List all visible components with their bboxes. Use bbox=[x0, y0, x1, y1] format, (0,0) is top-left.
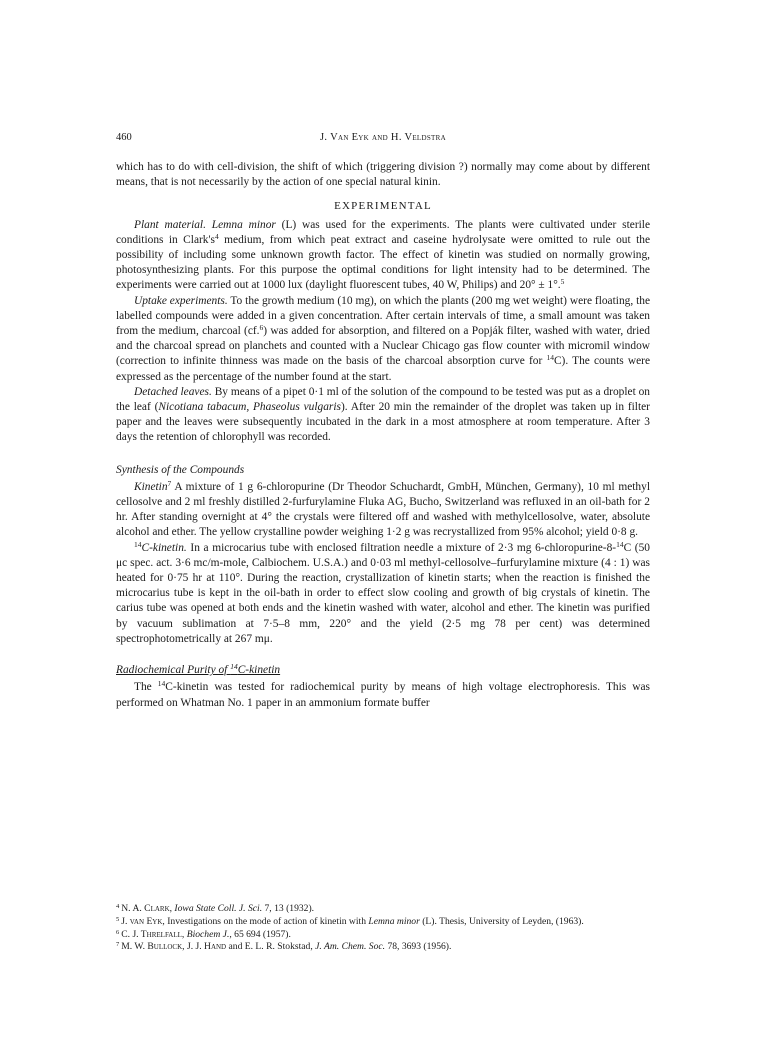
plant-material-label: Plant material. bbox=[134, 218, 206, 231]
c14-kinetin-paragraph bbox=[116, 541, 650, 647]
detached-leaves-label: Detached leaves. bbox=[134, 385, 212, 398]
paragraph-text: A mixture of 1 g 6-chloropurine (Dr Theodor Schuchardt, GmbH, München, Germany), 10 ml methyl cellosolve and 2 ml freshly distilled 2-furfurylamine Fluka AG, Bucho, Switzerland was refluxed in an oil-bath for 2 hr. After standing overnight at 4° the crystals were filtered off and washed with methylcellosolve, water, absolute alcohol and ether. The yellow crystalline powder weighing 1·2 g was recrystallized from 95% alcohol; yield 0·8 g. bbox=[116, 480, 650, 539]
footnote-number: 7 bbox=[116, 941, 120, 949]
paragraph-text: C-kinetin was tested for radiochemical purity by means of high voltage electrophoresis. This was performed on Whatman No. 1 paper in an ammonium formate buffer bbox=[116, 681, 650, 709]
c14-kinetin-label: C-kinetin. bbox=[141, 541, 187, 554]
footnote-author: C. J. Threlfall bbox=[121, 928, 182, 940]
footnote-text: , bbox=[181, 928, 187, 940]
kinetin-label: Kinetin bbox=[134, 480, 168, 493]
heading-text: Radiochemical Purity of bbox=[116, 664, 231, 677]
page-header bbox=[116, 132, 650, 148]
paragraph-text: The bbox=[134, 681, 158, 694]
footnote-text: and E. L. R. Stokstad, bbox=[226, 941, 316, 953]
footnote-number: 5 bbox=[116, 915, 120, 923]
footnote bbox=[116, 903, 650, 916]
heading-text: C-kinetin bbox=[237, 664, 281, 677]
isotope-superscript: 14 bbox=[134, 539, 142, 549]
footnote bbox=[116, 929, 650, 942]
isotope-superscript: 14 bbox=[546, 353, 554, 363]
reference-marker: 5 bbox=[560, 277, 565, 287]
footnotes bbox=[116, 903, 650, 954]
paragraph-text: By means of a pipet 0·1 ml of the solution of the compound to be tested was put as a droplet on the leaf ( bbox=[116, 385, 650, 414]
reference-marker: 4 bbox=[214, 231, 219, 241]
kinetin-paragraph bbox=[116, 480, 650, 541]
footnote-number: 6 bbox=[116, 928, 120, 936]
reference-marker: 6 bbox=[259, 323, 264, 333]
uptake-label: Uptake experiments. bbox=[134, 294, 228, 307]
paragraph-text: To the growth medium (10 mg), on which the plants (200 mg wet weight) were floating, the labelled compounds were added in a given concentration. After certain intervals of time, a small amount was taken from the medium, charcoal (cf. bbox=[116, 294, 650, 338]
paragraph-text: ). After 20 min the remainder of the droplet was taken up in filter paper and the leaves were subsequently incubated in the dark in a most atmosphere at room temperature. After 3 days the retention of chlorophyll was recorded. bbox=[116, 401, 650, 444]
intro-paragraph: which has to do with cell-division, the shift of which (triggering division ?) normally may come about by different means, that is not necessarily by the action of one special natural kinin. bbox=[116, 161, 650, 189]
uptake-experiments-paragraph bbox=[116, 294, 650, 385]
section-heading-experimental: EXPERIMENTAL bbox=[334, 200, 432, 213]
isotope-superscript: 14 bbox=[616, 539, 624, 549]
page-number: 460 bbox=[116, 132, 132, 143]
footnote-text: 78, 3693 (1956). bbox=[385, 941, 452, 953]
detached-leaves-paragraph bbox=[116, 385, 650, 446]
paragraph-text: C). The counts were expressed as the percentage of the number found at the start. bbox=[116, 355, 651, 383]
radiochemical-purity-heading bbox=[116, 663, 650, 678]
footnote-number: 4 bbox=[116, 903, 120, 910]
main-text bbox=[116, 160, 650, 711]
footnote-text: , bbox=[169, 903, 175, 914]
isotope-superscript: 14 bbox=[230, 662, 238, 672]
paragraph-text: In a microcarius tube with enclosed filtration needle a mixture of 2·3 mg 6-chloropurine-8- bbox=[186, 541, 617, 554]
footnote-journal: J. Am. Chem. Soc. bbox=[315, 941, 386, 953]
species-name: Lemna minor bbox=[211, 218, 276, 231]
footnote-text: , 65 694 (1957). bbox=[229, 928, 291, 940]
isotope-superscript: 14 bbox=[157, 679, 166, 689]
plant-material-paragraph bbox=[116, 218, 650, 294]
paragraph-text: C (50 μc spec. act. 3·6 mc/m-mole, Calbiochem. U.S.A.) and 0·03 ml methyl-cellosolve–furfurylamine mixture (4 : 1) was heated for 0·75 hr at 110°. During the reaction, crystallization of kinetin starts; when the reaction is finished the microcarius tube is kept in the oil-bath in order to effect slow cooling and growth of big crystals of kinetin. The carius tube was opened at both ends and the kinetin washed with water, alcohol and ether. The kinetin was purified by vacuum sublimation at 7·5–8 mm, 220° and the yield (2·5 mg 78 per cent) was determined spectrophotometrically at 267 mμ. bbox=[116, 541, 650, 645]
footnote bbox=[116, 916, 650, 929]
footnote-journal: Lemna minor bbox=[368, 915, 420, 927]
reference-marker: 7 bbox=[167, 478, 172, 488]
footnote-text: 7, 13 (1932). bbox=[262, 903, 315, 914]
footnote-author: M. W. Bullock, J. J. Hand bbox=[121, 941, 227, 953]
radiochemical-purity-paragraph bbox=[116, 680, 650, 710]
footnote-journal: Biochem J. bbox=[186, 928, 230, 940]
footnote-journal: Iowa State Coll. J. Sci. bbox=[174, 903, 263, 914]
paragraph-text: ) was added for absorption, and filtered on a Popják filter, washed with water, dried and the charcoal spread on planchets and counted with a Nuclear Chicago gas flow counter with micromil window (correction to infinite thinness was made on the basis of the charcoal absorption curve for bbox=[116, 325, 650, 368]
footnote-author: J. van Eyk bbox=[121, 915, 163, 927]
footnote-author: N. A. Clark bbox=[121, 903, 170, 914]
paragraph-text: medium, from which peat extract and caseine hydrolysate were omitted to rule out the possibility of including some unknown growth factor. The effect of kinetin was studied on normally growing, photosynthesizing plants. For this purpose the optimal conditions for light intensity had to be determined. The experiments were carried out at 1000 lux (daylight fluorescent tubes, 40 W, Philips) and 20° ± 1°. bbox=[116, 233, 650, 292]
footnote bbox=[116, 941, 650, 954]
footnote-text: , Investigations on the mode of action of kinetin with bbox=[162, 915, 369, 927]
footnote-text: (L). Thesis, University of Leyden, (1963). bbox=[419, 915, 584, 927]
running-head: J. Van Eyk and H. Veldstra bbox=[320, 132, 446, 143]
paragraph-text: (L) was used for the experiments. The plants were cultivated under sterile conditions in Clark's bbox=[116, 218, 650, 246]
species-name: Nicotiana tabacum, Phaseolus vulgaris bbox=[158, 401, 341, 414]
synthesis-heading: Synthesis of the Compounds bbox=[116, 463, 245, 476]
